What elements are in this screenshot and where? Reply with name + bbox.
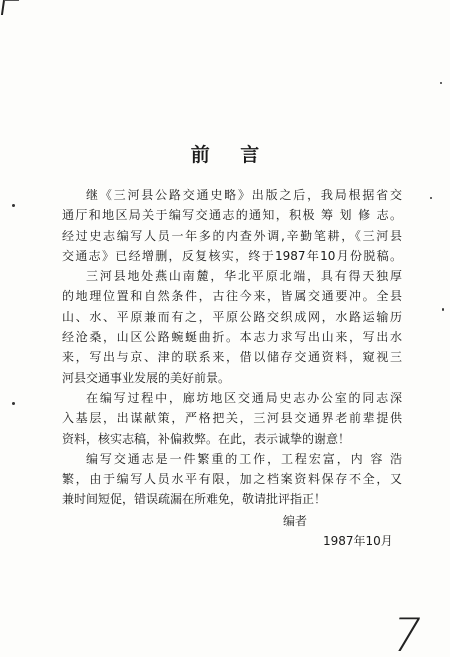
text-line: 继《三河县公路交通史略》出版之后，我局根据省交 <box>86 188 402 202</box>
text-line: 交通志》已经增删，反复核实，终于1987年10月份脱稿。 <box>62 248 402 263</box>
text-line: 三河县地处燕山南麓，华北平原北端，具有得天独厚 <box>86 269 402 284</box>
text-line: 的地理位置和自然条件，古往今来，皆属交通要冲。全县 <box>62 289 402 304</box>
preface-body <box>62 185 402 510</box>
text-line: 经过史志编写人员一年多的内查外调,辛勤笔耕，《三河县 <box>62 228 402 243</box>
scan-speck <box>442 308 444 311</box>
text-line: 兼时间短促，错误疏漏在所难免，敬请批评指正！ <box>62 492 327 507</box>
text-line: 在编写过程中，廊坊地区交通局史志办公室的同志深 <box>86 390 402 405</box>
scan-speck <box>12 402 15 405</box>
text-line: 资料，核实志稿，补偏救弊。在此，表示诚挚的谢意！ <box>62 431 351 446</box>
handwritten-page-number: 7 <box>386 608 428 662</box>
page-corner-mark <box>1 0 19 15</box>
text-line: 河县交通事业发展的美好前景。 <box>62 370 231 385</box>
scan-speck <box>440 82 442 84</box>
text-line: 来，写出与京、津的联系来，借以储存交通资料，窥视三 <box>62 350 402 365</box>
paragraph-1 <box>62 185 402 266</box>
paragraph-3 <box>62 388 402 449</box>
text-line: 经沧桑，山区公路蜿蜒曲折。本志力求写出山来，写出水 <box>62 330 402 345</box>
signature-date: 1987年10月 <box>323 534 393 548</box>
signature-author: 编者 <box>283 514 308 528</box>
text-line: 繁，由于编写人员水平有限，加之档案资料保存不全，又 <box>62 472 402 487</box>
paragraph-4 <box>62 449 402 510</box>
text-line: 山、水、平原兼而有之，平原公路交织成网，水路运输历 <box>62 309 402 324</box>
text-line: 编写交通志是一件繁重的工作，工程宏富，内 容 浩 <box>86 451 402 466</box>
text-line: 入基层，出谋献策，严格把关，三河县交通界老前辈提供 <box>62 411 402 426</box>
scan-speck <box>12 204 15 207</box>
text-line: 通厅和地区局关于编写交通志的通知，积极 筹 划 修 志。 <box>62 208 402 223</box>
paragraph-2 <box>62 266 402 388</box>
scan-speck <box>430 197 432 199</box>
page-title: 前 言 <box>190 144 272 166</box>
